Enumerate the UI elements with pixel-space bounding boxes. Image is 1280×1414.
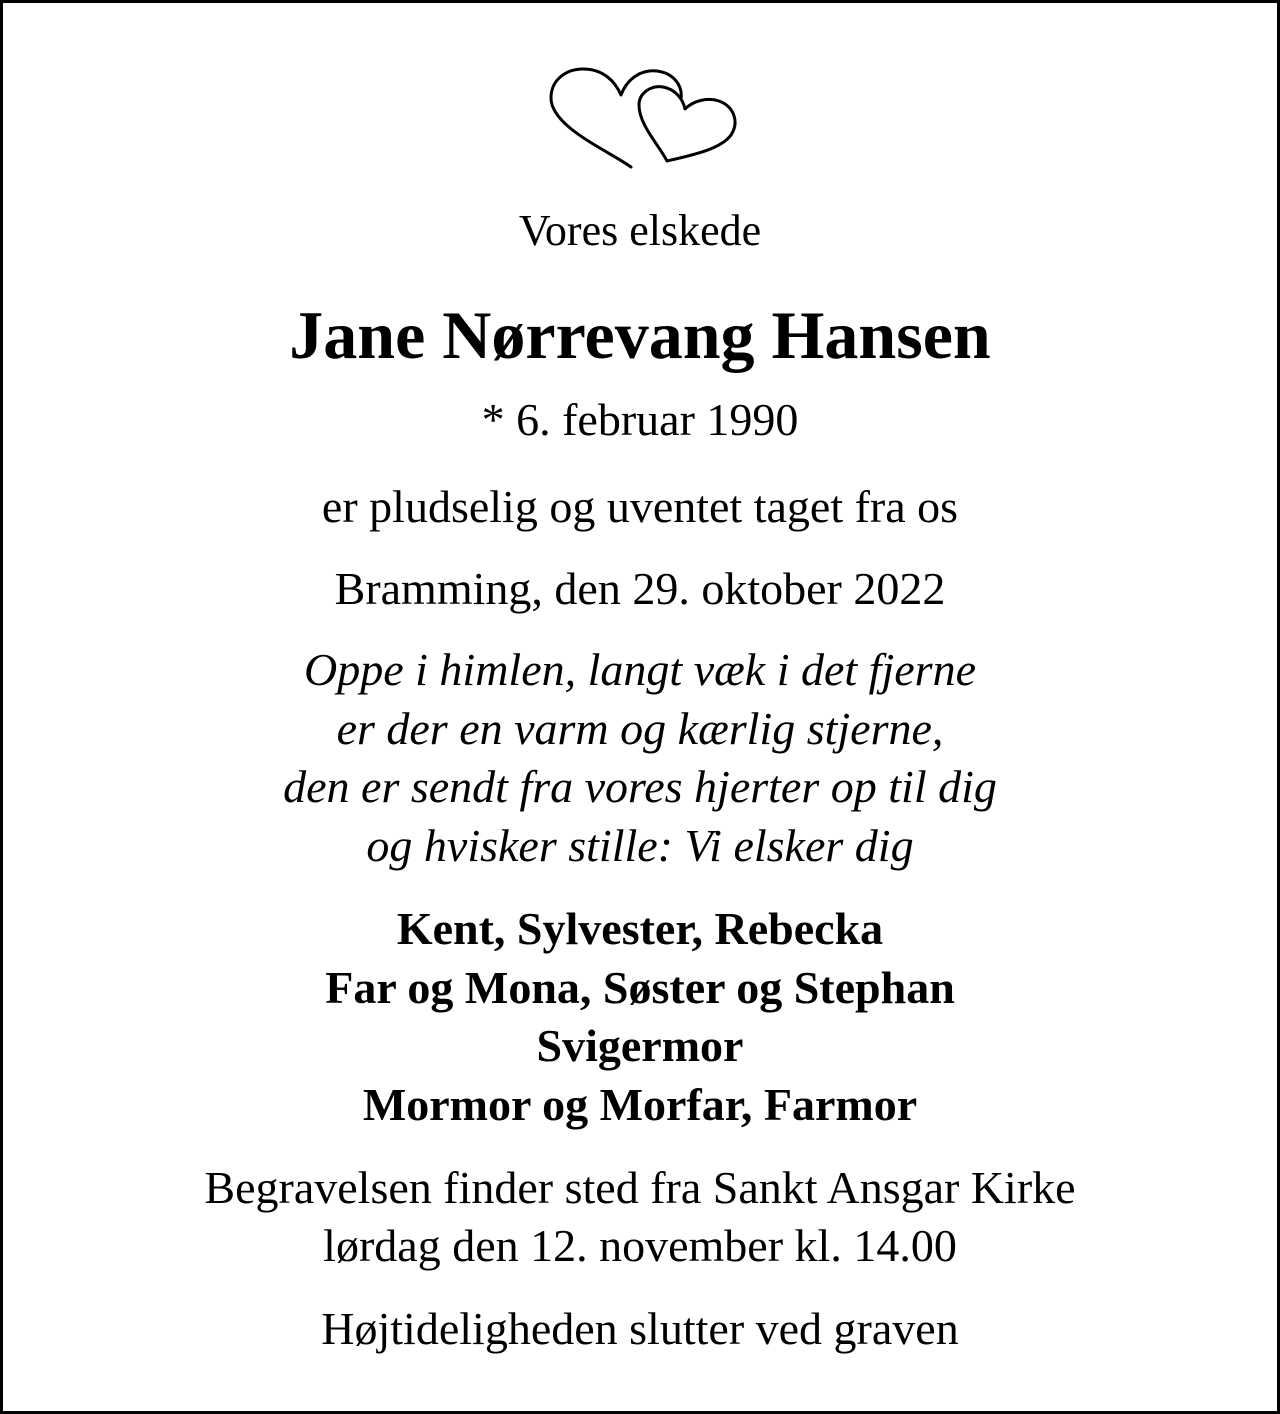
funeral-details	[3, 1159, 1277, 1275]
funeral-time: lørdag den 12. november kl. 14.00	[323, 1220, 957, 1271]
family-line: Mormor og Morfar, Farmor	[362, 1078, 918, 1130]
poem-line: Oppe i himlen, langt væk i det fjerne	[304, 644, 976, 695]
death-phrase: er pludselig og uventet taget fra os	[321, 481, 959, 532]
right-heart-outline	[639, 87, 735, 161]
deceased-name: Jane Nørrevang Hansen	[289, 297, 991, 373]
closing-text: Højtideligheden slutter ved graven	[321, 1303, 959, 1354]
memorial-poem	[3, 641, 1277, 875]
funeral-location: Begravelsen finder sted fra Sankt Ansgar Kirke	[204, 1162, 1076, 1213]
family-signatures	[3, 900, 1277, 1134]
place-and-date: Bramming, den 29. oktober 2022	[334, 563, 946, 614]
family-line: Kent, Sylvester, Rebecka	[396, 903, 884, 954]
poem-line: er der en varm og kærlig stjerne,	[336, 702, 944, 754]
double-heart-outline-icon	[547, 65, 743, 175]
poem-line: og hvisker stille: Vi elsker dig	[366, 819, 914, 871]
poem-line: den er sendt fra vores hjerter op til dig	[283, 761, 997, 812]
family-line: Far og Mona, Søster og Stephan	[325, 961, 955, 1013]
intro-text: Vores elskede	[518, 206, 762, 255]
family-line: Svigermor	[536, 1020, 744, 1071]
birth-date: * 6. februar 1990	[481, 394, 799, 445]
